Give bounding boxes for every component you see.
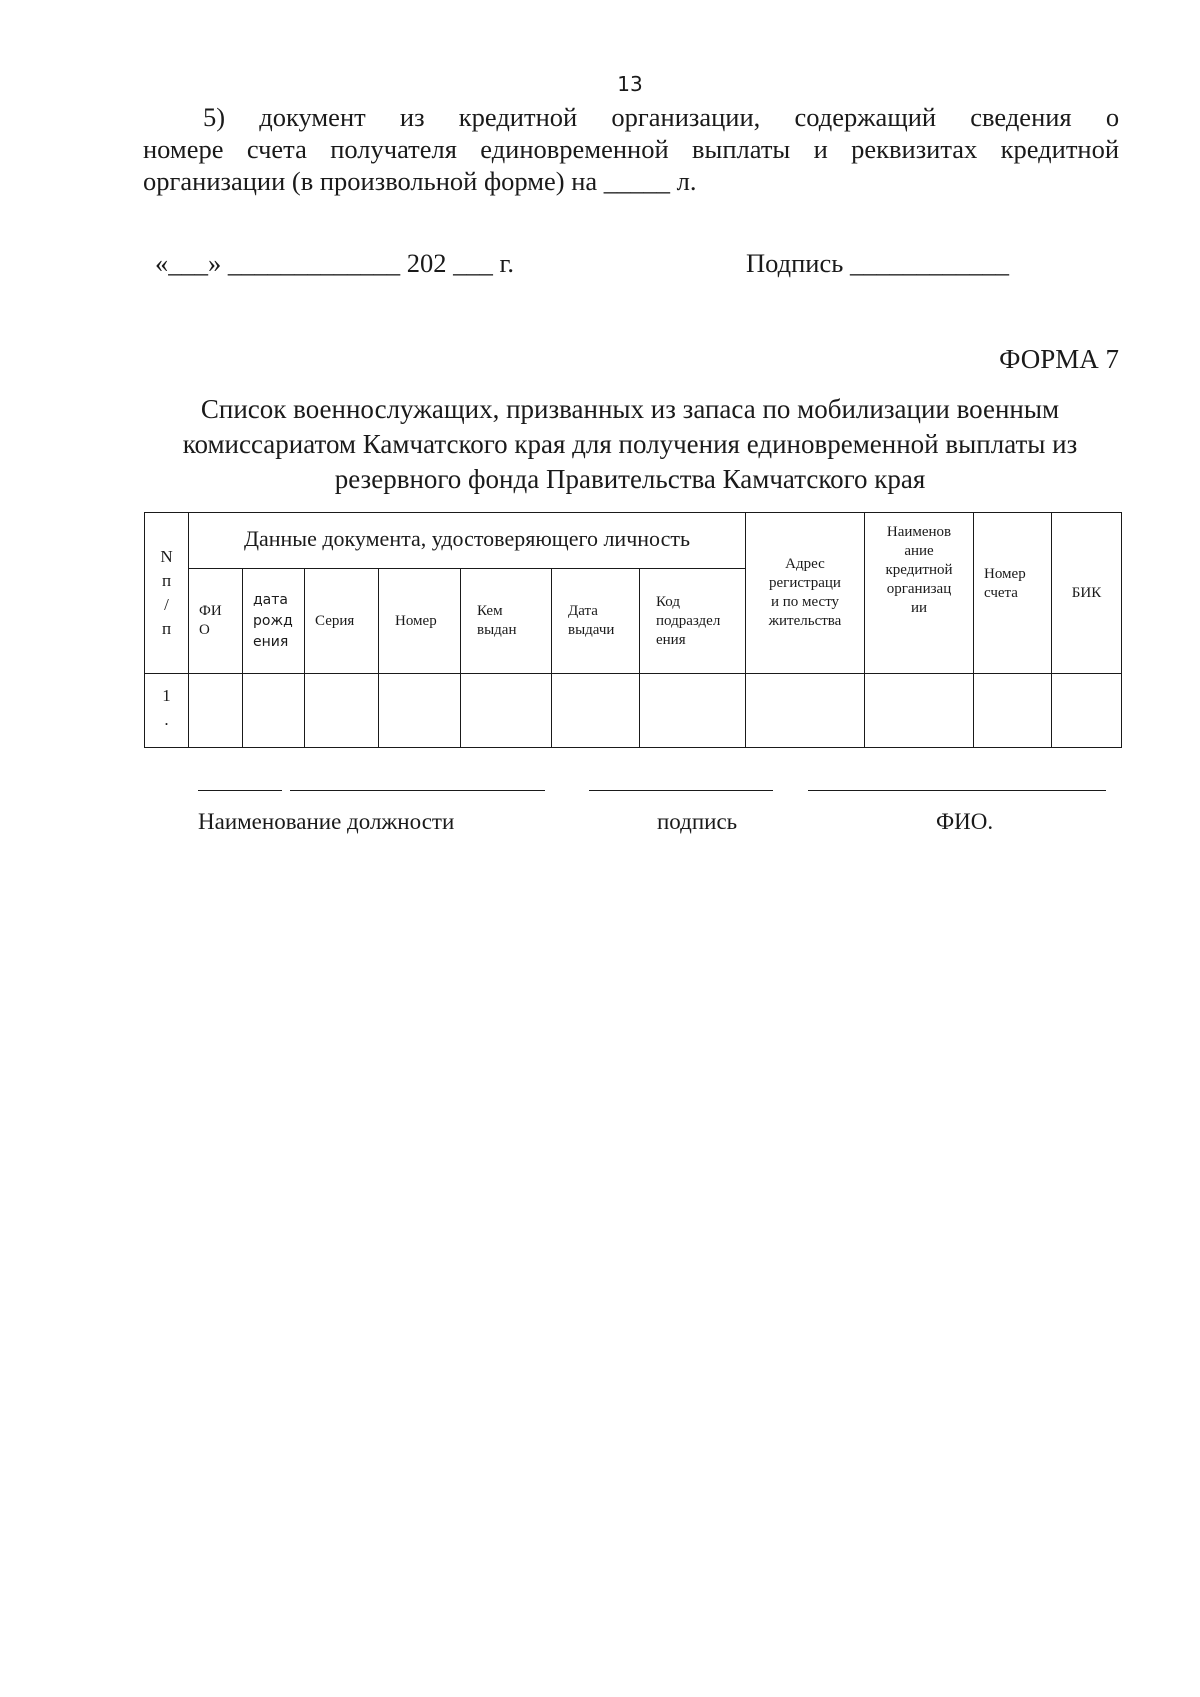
row-number-cell: 1 . — [145, 674, 189, 748]
header-fio: ФИ О — [189, 569, 243, 674]
page-number: 13 — [617, 72, 643, 96]
header-bik: БИК — [1052, 513, 1122, 674]
header-row-number: N п / п — [145, 513, 189, 674]
list-caption: Список военнослужащих, призванных из запаса по мобилизации военным комиссариатом Камчатского края для получения единовременной выплаты из резервного фонда Правительства Камчатского края — [182, 394, 1078, 494]
signature-field: Подпись ____________ — [746, 248, 1009, 278]
address-cell[interactable] — [746, 674, 865, 748]
header-birth-date: дата рожд ения — [243, 569, 305, 674]
account-number-cell[interactable] — [974, 674, 1052, 748]
header-number: Номер — [379, 569, 461, 674]
form-title: ФОРМА 7 — [999, 344, 1119, 374]
header-address: Адрес регистраци и по месту жительства — [746, 513, 865, 674]
header-account-number: Номер счета — [974, 513, 1052, 674]
servicemen-list-table — [144, 512, 1122, 748]
header-series: Серия — [305, 569, 379, 674]
fio-cell[interactable] — [189, 674, 243, 748]
name-line — [808, 790, 1106, 791]
number-cell[interactable] — [379, 674, 461, 748]
birth-date-cell[interactable] — [243, 674, 305, 748]
paragraph-item-5 — [143, 101, 1119, 197]
issued-by-cell[interactable] — [461, 674, 552, 748]
position-label: Наименование должности — [198, 809, 455, 834]
paragraph-line-3: организации (в произвольной форме) на _____ л. — [143, 166, 697, 196]
position-line — [290, 790, 545, 791]
date-field: «___» _____________ 202 ___ г. — [155, 248, 515, 278]
name-label: ФИО. — [936, 809, 994, 834]
signature-line — [589, 790, 773, 791]
signature-label: подпись — [657, 809, 738, 834]
department-code-cell[interactable] — [640, 674, 746, 748]
header-identity-document: Данные документа, удостоверяющего личность — [189, 513, 746, 569]
paragraph-line-1: 5) документ из кредитной организации, содержащий сведения о — [203, 102, 1120, 132]
header-issued-by: Кем выдан — [461, 569, 552, 674]
bik-cell[interactable] — [1052, 674, 1122, 748]
series-cell[interactable] — [305, 674, 379, 748]
bank-name-cell[interactable] — [865, 674, 974, 748]
header-department-code: Код подраздел ения — [640, 569, 746, 674]
header-bank-name: Наименов ание кредитной организац ии — [865, 513, 974, 674]
position-short-line — [198, 790, 282, 791]
header-issue-date: Дата выдачи — [552, 569, 640, 674]
issue-date-cell[interactable] — [552, 674, 640, 748]
paragraph-line-2: номере счета получателя единовременной выплаты и реквизитах кредитной — [143, 134, 1120, 164]
table-row — [145, 674, 1122, 748]
